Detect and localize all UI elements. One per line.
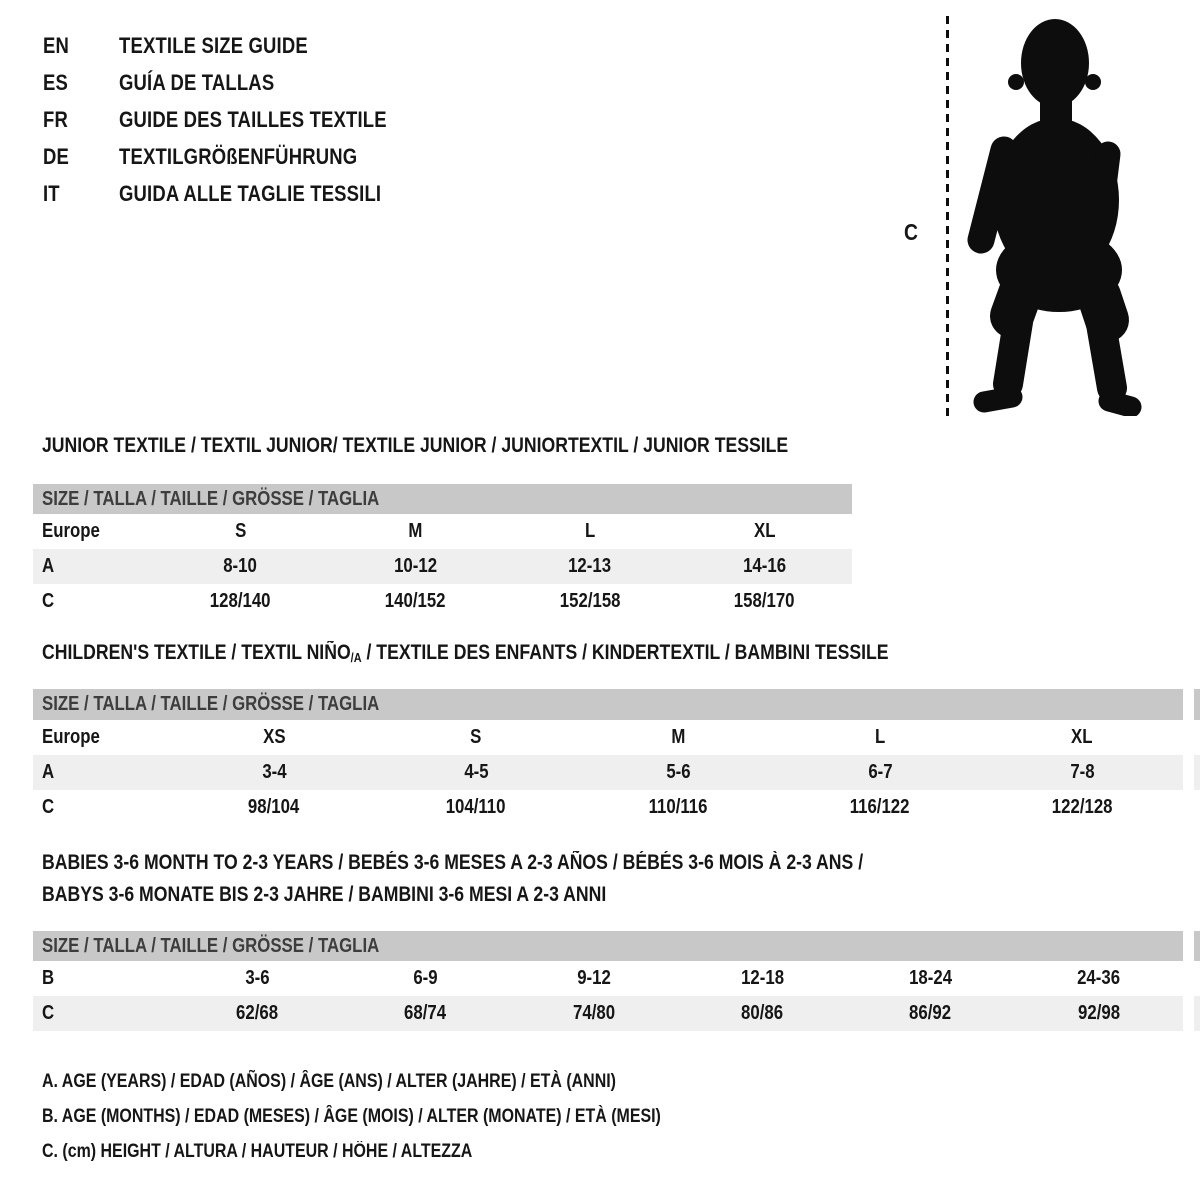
section-title-babies-line2: BABYS 3-6 MONATE BIS 2-3 JAHRE / BAMBINI 3-6 MESI A 2-3 ANNI — [42, 883, 607, 906]
children-size-table — [33, 689, 1183, 825]
language-row-it — [43, 182, 438, 205]
size-banner: SIZE / TALLA / TAILLE / GRÖSSE / TAGLIA — [33, 484, 852, 514]
size-column-header: S — [470, 726, 482, 748]
junior-size-table — [33, 484, 852, 619]
table-cell: 7-8 — [1069, 761, 1095, 783]
region-label: Europe — [42, 520, 100, 542]
junior-row-age — [33, 549, 852, 584]
table-cell: 12-18 — [740, 967, 784, 989]
row-label: C — [42, 796, 55, 818]
junior-row-height — [33, 584, 852, 619]
size-column-header: S — [234, 520, 246, 542]
language-code: FR — [43, 107, 68, 132]
language-row-fr — [43, 108, 438, 131]
table-cell: 3-6 — [245, 967, 270, 989]
size-column-header: L — [874, 726, 886, 748]
language-code: EN — [43, 33, 70, 58]
junior-header-row — [33, 514, 852, 549]
size-banner: SIZE / TALLA / TAILLE / GRÖSSE / TAGLIA — [33, 689, 1183, 720]
table-cell: 122/128 — [1051, 796, 1113, 818]
size-column-header: M — [408, 520, 423, 542]
row-label: A — [42, 555, 55, 577]
size-column-header: M — [670, 726, 685, 748]
table-cell: 12-13 — [568, 555, 612, 577]
table-cell: 4-5 — [463, 761, 489, 783]
table-edge-fragment — [1194, 931, 1200, 961]
row-label: C — [42, 590, 55, 612]
language-title-list — [43, 34, 438, 205]
table-cell: 6-9 — [413, 967, 438, 989]
babies-row-months — [33, 961, 1183, 996]
table-cell: 9-12 — [576, 967, 611, 989]
children-row-height — [33, 790, 1183, 825]
table-cell: 110/116 — [648, 796, 708, 818]
language-title: GUIDE DES TAILLES TEXTILE — [119, 107, 387, 132]
size-column-header: XL — [1071, 726, 1093, 748]
table-cell: 86/92 — [909, 1002, 952, 1024]
size-banner: SIZE / TALLA / TAILLE / GRÖSSE / TAGLIA — [33, 931, 1183, 961]
table-cell: 128/140 — [210, 590, 271, 612]
table-cell: 104/110 — [446, 796, 506, 818]
table-cell: 62/68 — [236, 1002, 279, 1024]
table-edge-fragment — [1194, 689, 1200, 720]
table-cell: 18-24 — [908, 967, 952, 989]
table-cell: 152/158 — [559, 590, 621, 612]
size-column-header: L — [584, 520, 596, 542]
table-cell: 10-12 — [393, 555, 437, 577]
table-edge-fragment — [1194, 755, 1200, 790]
table-cell: 158/170 — [734, 590, 795, 612]
section-title-junior: JUNIOR TEXTILE / TEXTIL JUNIOR/ TEXTILE JUNIOR / JUNIORTEXTIL / JUNIOR TESSILE — [42, 434, 789, 457]
table-cell: 3-4 — [261, 761, 287, 783]
language-code: IT — [43, 181, 60, 206]
footnote-b: B. AGE (MONTHS) / EDAD (MESES) / ÂGE (MOIS) / ALTER (MONATE) / ETÀ (MESI) — [42, 1106, 661, 1127]
table-cell: 74/80 — [572, 1002, 615, 1024]
table-cell: 24-36 — [1077, 967, 1121, 989]
height-label-c: C — [904, 219, 918, 245]
size-column-header: XS — [262, 726, 286, 748]
table-cell: 5-6 — [665, 761, 691, 783]
babies-row-height — [33, 996, 1183, 1031]
language-title: TEXTILE SIZE GUIDE — [119, 33, 308, 58]
row-label: B — [42, 967, 55, 989]
section-title-babies-line1: BABIES 3-6 MONTH TO 2-3 YEARS / BEBÉS 3-6 MESES A 2-3 AÑOS / BÉBÉS 3-6 MOIS À 2-3 ANS / — [42, 851, 864, 874]
table-cell: 92/98 — [1077, 1002, 1120, 1024]
table-cell: 8-10 — [223, 555, 258, 577]
children-row-age — [33, 755, 1183, 790]
language-code: DE — [43, 144, 70, 169]
table-cell: 14-16 — [743, 555, 787, 577]
children-header-row — [33, 720, 1183, 755]
table-cell: 68/74 — [404, 1002, 447, 1024]
section-title-children: CHILDREN'S TEXTILE / TEXTIL NIÑO/A / TEXTILE DES ENFANTS / KINDERTEXTIL / BAMBINI TESSILE — [42, 641, 889, 665]
region-label: Europe — [42, 726, 100, 748]
language-row-es — [43, 71, 438, 94]
table-edge-fragment — [1194, 996, 1200, 1031]
language-title: TEXTILGRÖßENFÜHRUNG — [119, 144, 358, 169]
babies-size-table — [33, 931, 1183, 1031]
footnote-a: A. AGE (YEARS) / EDAD (AÑOS) / ÂGE (ANS) / ALTER (JAHRE) / ETÀ (ANNI) — [42, 1071, 616, 1092]
row-label: C — [42, 1002, 55, 1024]
table-cell: 80/86 — [741, 1002, 784, 1024]
nino-a-subscript: /A — [350, 650, 362, 665]
table-cell: 6-7 — [867, 761, 893, 783]
table-cell: 98/104 — [248, 796, 300, 818]
language-row-en — [43, 34, 438, 57]
language-title: GUÍA DE TALLAS — [119, 70, 275, 95]
toddler-silhouette-icon — [962, 14, 1142, 416]
language-title: GUIDA ALLE TAGLIE TESSILI — [119, 181, 382, 206]
table-cell: 116/122 — [850, 796, 910, 818]
language-code: ES — [43, 70, 68, 95]
size-column-header: XL — [753, 520, 776, 542]
height-measure-line — [946, 16, 949, 416]
footnote-c: C. (cm) HEIGHT / ALTURA / HAUTEUR / HÖHE / ALTEZZA — [42, 1141, 473, 1162]
language-row-de — [43, 145, 438, 168]
table-cell: 140/152 — [384, 590, 446, 612]
row-label: A — [42, 761, 55, 783]
